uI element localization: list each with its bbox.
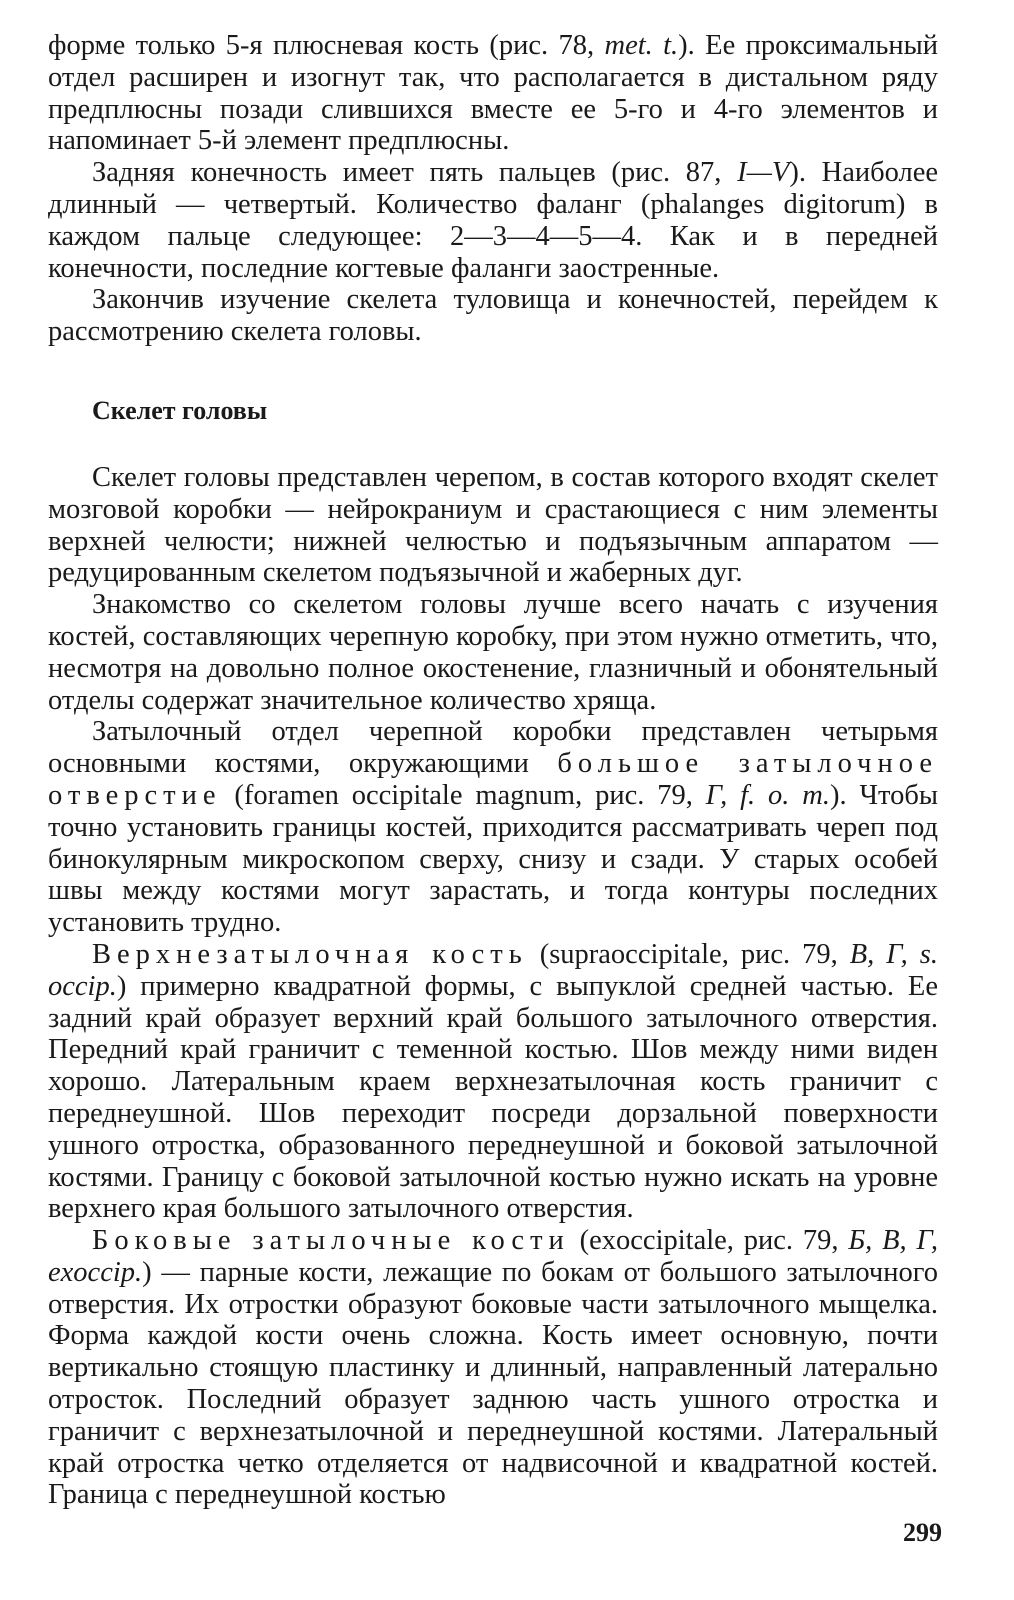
text-run: ) — парные кости, лежащие по бокам от большого затылочного отверстия. Их отростки образуют боковые части затылочного мыщелка. Форма каждой кости очень сложна. Кость имеет основную, почти вертикально стоящую пластинку и длинный, направленный латерально отросток. Последний образует заднюю часть ушного отростка и граничит с верхнезатылочной и переднеушной костями. Латеральный край отростка четко отделяется от надвисочной и квадратной костей. Граница с переднеушной костью xyxy=(48,1256,938,1511)
text-run: (exoccipitale, рис. 79, xyxy=(569,1225,849,1257)
text-run: (foramen occipitale magnum, рис. 79, xyxy=(221,779,706,811)
italic-run: Г, f. o. m. xyxy=(705,779,830,811)
text-run: ). Чтобы точно установить границы костей, приходится рассматривать череп под бинокулярным микроскопом сверху, снизу и сзади. У старых особей швы между костями могут зарастать, и тогда контуры последних установить трудно. xyxy=(48,779,938,939)
page-number: 299 xyxy=(903,1518,942,1547)
italic-run: В, Г, s. occip. xyxy=(48,938,938,1002)
spaced-term: Боковые затылочные кости xyxy=(92,1225,570,1257)
text-run: (supraoccipitale, рис. 79, xyxy=(527,938,850,970)
text-run: ). Ее проксимальный отдел расширен и изогнут так, что располагается в дистальном ряду предплюсны позади слившихся вместе ее 5-го и 4-го элементов и напоминает 5-й элемент предплюсны. xyxy=(48,30,938,157)
text-run: Затылочный отдел черепной коробки представлен четырьмя основными костями, окружающими xyxy=(48,716,938,780)
paragraph-metatarsal xyxy=(48,30,938,157)
paragraph-supraoccipital xyxy=(48,939,938,1225)
text-run: форме только 5-я плюсневая кость (рис. 78, xyxy=(48,30,605,61)
paragraph-occipital xyxy=(48,716,938,939)
paragraph-cranial-box: Знакомство со скелетом головы лучше всего начать с изучения костей, составляющих черепную коробку, при этом нужно отметить, что, несмотря на довольно полное окостенение, глазничный и обонятельный отделы содержат значительное количество хряща. xyxy=(48,589,938,716)
section-heading: Скелет головы xyxy=(92,395,268,425)
italic-run: met. t. xyxy=(604,30,679,61)
text-run: Задняя конечность имеет пять пальцев (рис. 87, xyxy=(92,157,738,189)
italic-run: Б, В, Г, exoccip. xyxy=(48,1225,938,1288)
paragraph-skull-overview: Скелет головы представлен черепом, в состав которого входят скелет мозговой коробки — нейрокраниум и срастающиеся с ним элементы верхней челюсти; нижней челюстью и подъязычным аппаратом — редуцированным скелетом подъязычной и жаберных дуг. xyxy=(48,461,938,589)
text-run: ) примерно квадратной формы, с выпуклой средней частью. Ее задний край образует верхний край большого затылочного отверстия. Передний край граничит с теменной костью. Шов между ними виден хорошо. Латеральным краем верхнезатылочная кость граничит с переднеушной. Шов переходит посреди дорзальной поверхности ушного отростка, образованного переднеушной и боковой затылочной костями. Границу с боковой затылочной костью нужно искать на уровне верхнего края большого затылочного отверстия. xyxy=(48,970,938,1225)
paragraph-transition: Закончив изучение скелета туловища и конечностей, перейдем к рассмотрению скелета головы. xyxy=(48,284,938,348)
paragraph-hind-limb xyxy=(48,157,938,284)
text-run: ). Наиболее длинный — четвертый. Количество фаланг (phalanges digitorum) в каждом пальце следующее: 2—3—4—5—4. Как и в передней конечности, последние когтевые фаланги заостренные. xyxy=(48,157,938,284)
spaced-term: Верхнезатылочная кость xyxy=(92,938,528,970)
italic-run: I—V xyxy=(737,157,790,189)
page-body xyxy=(48,30,938,1511)
spaced-term: большое затылочное отверстие xyxy=(48,748,938,811)
paragraph-exoccipital xyxy=(48,1225,938,1511)
